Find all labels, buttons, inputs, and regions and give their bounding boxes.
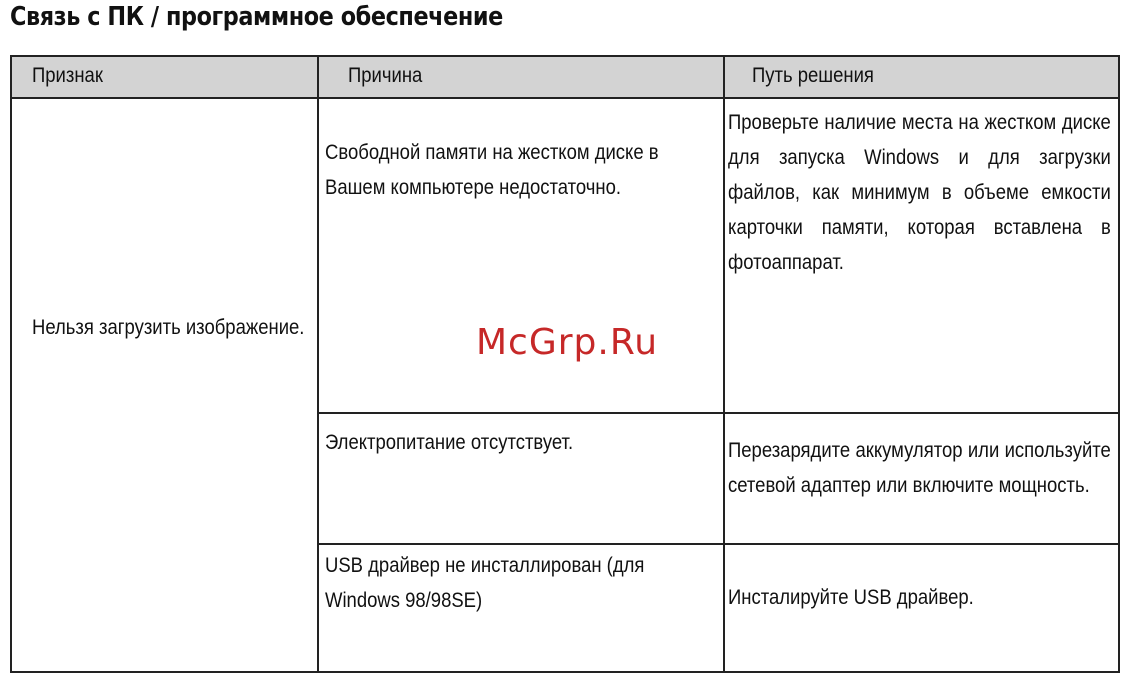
row-divider: [317, 412, 1120, 414]
cause-cell: USB драйвер не инсталлирован (для Windows 98/98SE): [325, 554, 645, 612]
header-solution: Путь решения: [752, 64, 874, 87]
solution-cell: Проверьте наличие места на жестком диске для запуска Windows и для загрузки файлов, как минимум в объеме емкости карточки памяти, которая вставлена в фотоаппарат.: [728, 111, 1111, 274]
column-divider: [723, 55, 725, 673]
header-cause: Причина: [348, 64, 423, 87]
cause-cell: Электропитание отсутствует.: [325, 431, 574, 454]
table-header-row: [10, 55, 1120, 99]
solution-cell: Инсталируйте USB драйвер.: [728, 586, 974, 609]
row-divider: [317, 543, 1120, 545]
symptom-cell: Нельзя загрузить изображение.: [32, 316, 305, 339]
cause-cell: Свободной памяти на жестком диске в Вашем компьютере недостаточно.: [325, 141, 659, 199]
header-symptom: Признак: [32, 64, 103, 87]
solution-cell: Перезарядите аккумулятор или используйте сетевой адаптер или включите мощность.: [728, 439, 1111, 497]
page-title: Связь с ПК / программное обеспечение: [10, 2, 503, 32]
column-divider: [317, 55, 319, 673]
watermark: McGrp.Ru: [476, 322, 659, 363]
